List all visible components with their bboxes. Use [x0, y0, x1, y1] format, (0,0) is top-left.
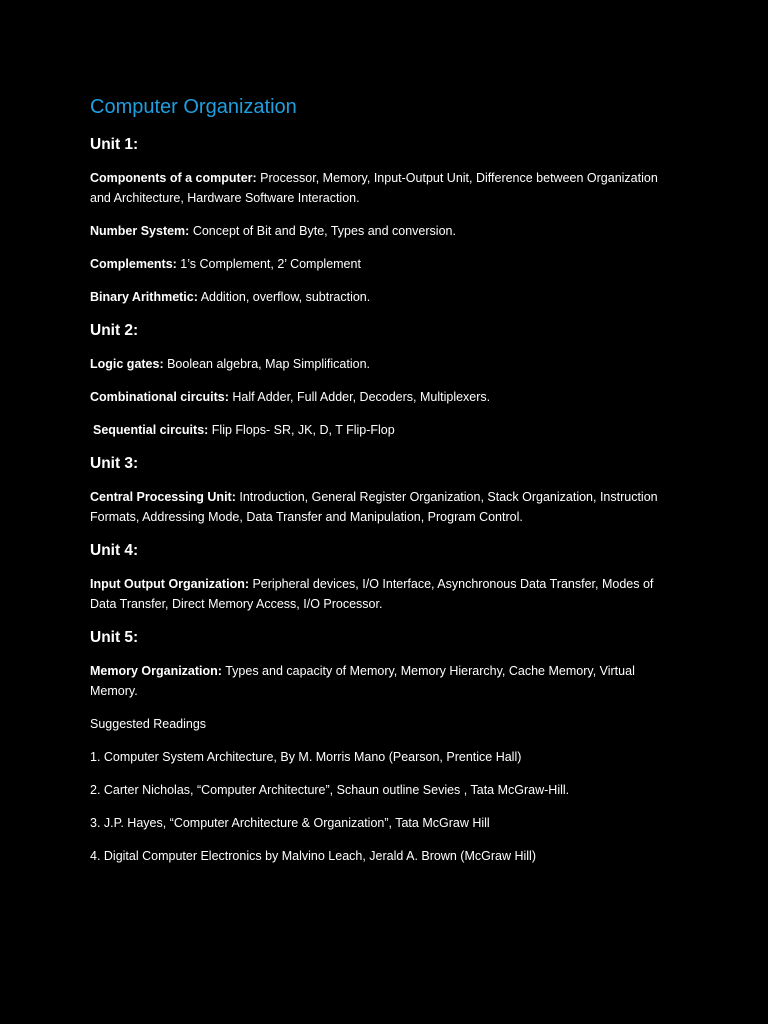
topic-paragraph [90, 287, 680, 307]
reading-item: 3. J.P. Hayes, “Computer Architecture & Organization”, Tata McGraw Hill [90, 816, 490, 830]
unit-heading: Unit 2: [90, 322, 139, 339]
topic-text: Concept of Bit and Byte, Types and conversion. [189, 224, 456, 238]
unit-heading: Unit 1: [90, 136, 139, 153]
unit-section [90, 540, 680, 614]
topic-text: Introduction, General Register Organization, Stack Organization, Instruction Formats, Addressing Mode, Data Transfer and Manipulation, Program Control. [90, 490, 658, 524]
page-title: Computer Organization [90, 96, 297, 118]
unit-section [90, 627, 680, 701]
topic-paragraph [90, 487, 680, 527]
topic-label: Combinational circuits: [90, 390, 229, 404]
topic-text: Types and capacity of Memory, Memory Hierarchy, Cache Memory, Virtual Memory. [90, 664, 635, 698]
reading-item: 2. Carter Nicholas, “Computer Architecture”, Schaun outline Sevies , Tata McGraw-Hill. [90, 783, 570, 797]
topic-label: Number System: [90, 224, 190, 238]
unit-section [90, 134, 680, 307]
readings-heading: Suggested Readings [90, 717, 207, 731]
topic-paragraph [90, 661, 680, 701]
unit-heading: Unit 4: [90, 542, 139, 559]
topic-text: Processor, Memory, Input-Output Unit, Difference between Organization and Architecture, Hardware Software Interaction. [90, 171, 658, 205]
topic-text: Peripheral devices, I/O Interface, Asynchronous Data Transfer, Modes of Data Transfer, Direct Memory Access, I/O Processor. [90, 577, 654, 611]
topic-label: Binary Arithmetic: [90, 290, 198, 304]
topic-text: 1’s Complement, 2’ Complement [176, 257, 361, 271]
topic-label: Complements: [90, 257, 177, 271]
unit-heading: Unit 3: [90, 455, 139, 472]
topic-label: Memory Organization: [90, 664, 222, 678]
reading-item: 1. Computer System Architecture, By M. Morris Mano (Pearson, Prentice Hall) [90, 750, 522, 764]
topic-label: Sequential circuits: [93, 423, 209, 437]
topic-text: Half Adder, Full Adder, Decoders, Multiplexers. [228, 390, 491, 404]
topic-paragraph [90, 574, 680, 614]
unit-section [90, 453, 680, 527]
topic-paragraph [90, 387, 680, 407]
topic-label: Input Output Organization: [90, 577, 249, 591]
topic-paragraph [90, 168, 680, 208]
topic-paragraph [90, 254, 680, 274]
topic-text: Boolean algebra, Map Simplification. [163, 357, 370, 371]
topic-text: Flip Flops- SR, JK, D, T Flip-Flop [208, 423, 395, 437]
topic-paragraph [90, 354, 680, 374]
reading-item: 4. Digital Computer Electronics by Malvino Leach, Jerald A. Brown (McGraw Hill) [90, 849, 536, 863]
topic-label: Central Processing Unit: [90, 490, 236, 504]
document-page [90, 93, 680, 879]
readings-section [90, 714, 680, 866]
topic-paragraph [90, 420, 680, 440]
topic-text: Addition, overflow, subtraction. [197, 290, 371, 304]
unit-heading: Unit 5: [90, 629, 139, 646]
topic-label: Logic gates: [90, 357, 164, 371]
topic-label: Components of a computer: [90, 171, 257, 185]
unit-section [90, 320, 680, 440]
topic-paragraph [90, 221, 680, 241]
